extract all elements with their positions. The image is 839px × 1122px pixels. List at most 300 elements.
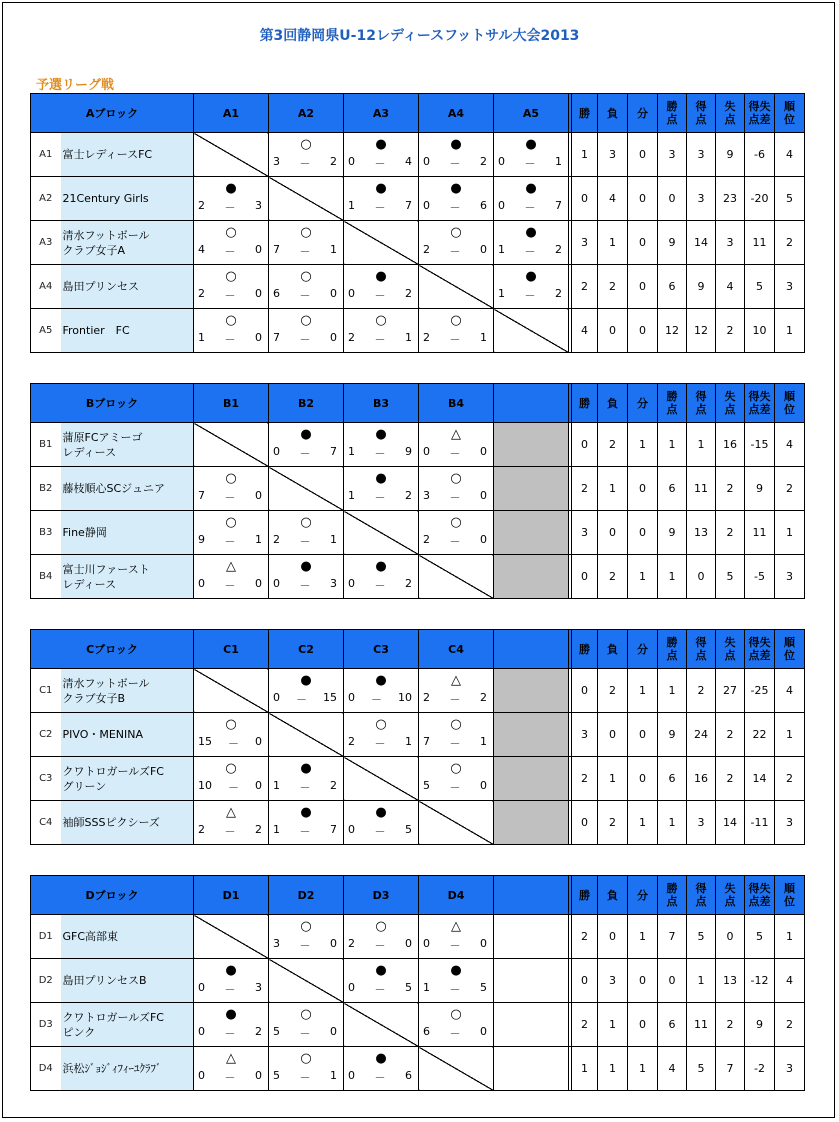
match-result-cell (344, 915, 419, 959)
stat-value: 2 (572, 467, 598, 511)
stat-value: 0 (628, 959, 658, 1003)
score-for: 1 (348, 445, 356, 458)
stat-value: 5 (745, 265, 775, 309)
table-row (31, 1047, 805, 1091)
stat-value: 11 (687, 1003, 716, 1047)
match-result-cell (344, 713, 419, 757)
score-dash: － (449, 1027, 461, 1040)
self-match-cell (419, 265, 494, 309)
stat-value: 1 (775, 915, 805, 959)
score-for: 1 (348, 489, 356, 502)
team-name-cell (61, 221, 194, 265)
team-name-cell (61, 423, 194, 467)
stat-value: 0 (716, 915, 745, 959)
score-for: 0 (273, 691, 281, 704)
stat-header: 負 (598, 630, 628, 669)
score-against: 5 (405, 823, 413, 836)
match-score (498, 287, 562, 303)
result-symbol-icon: ● (525, 225, 537, 240)
match-score (198, 287, 262, 303)
result-symbol-icon: ● (225, 963, 237, 978)
score-against: 0 (255, 735, 263, 748)
match-score (423, 199, 487, 215)
match-score (198, 577, 262, 593)
stat-value: 1 (598, 1047, 628, 1091)
result-symbol-icon: △ (226, 559, 237, 574)
match-result-cell (344, 177, 419, 221)
team-name: 清水フットボール クラブ女子B (62, 676, 150, 705)
stat-header: 失 点 (716, 384, 745, 423)
match-score (273, 331, 337, 347)
score-against: 0 (255, 243, 263, 256)
score-dash: － (374, 157, 386, 170)
score-for: 1 (498, 287, 506, 300)
match-score (273, 243, 337, 259)
score-dash: － (299, 781, 311, 794)
stat-header: 分 (628, 384, 658, 423)
team-code: D4 (31, 1047, 61, 1091)
table-row (31, 915, 805, 959)
table-row (31, 511, 805, 555)
result-symbol-icon: ● (375, 963, 387, 978)
match-result-cell (419, 511, 494, 555)
score-dash: － (449, 245, 461, 258)
self-match-cell (419, 801, 494, 845)
match-result-cell (194, 1003, 269, 1047)
match-result-cell (269, 669, 344, 713)
stat-value: 2 (598, 423, 628, 467)
stat-value: 4 (572, 309, 598, 353)
table-row (31, 959, 805, 1003)
self-match-cell (419, 1047, 494, 1091)
stat-value: 0 (628, 221, 658, 265)
result-symbol-icon: ○ (225, 515, 237, 530)
stat-value: 0 (628, 1003, 658, 1047)
stat-value: 0 (658, 959, 687, 1003)
stat-value: 2 (598, 265, 628, 309)
match-score (273, 287, 337, 303)
stat-value: 3 (775, 555, 805, 599)
match-result-cell (194, 511, 269, 555)
match-score (198, 199, 262, 215)
team-code: D3 (31, 1003, 61, 1047)
stat-value: 1 (658, 801, 687, 845)
table-row (31, 177, 805, 221)
stat-value: 2 (687, 669, 716, 713)
self-match-cell (269, 177, 344, 221)
score-dash: － (524, 289, 536, 302)
match-score (273, 155, 337, 171)
match-score (348, 287, 412, 303)
team-name-cell (61, 1047, 194, 1091)
score-for: 2 (348, 735, 356, 748)
team-name: 富士川ファースト レディース (62, 562, 150, 591)
score-dash: － (299, 289, 311, 302)
stat-value: 12 (687, 309, 716, 353)
result-symbol-icon: ○ (300, 225, 312, 240)
match-score (423, 533, 487, 549)
score-for: 0 (273, 445, 281, 458)
stat-value: 1 (628, 801, 658, 845)
stat-value: 3 (572, 713, 598, 757)
team-code: C2 (31, 713, 61, 757)
match-score (273, 445, 337, 461)
result-symbol-icon: ○ (225, 269, 237, 284)
table-row (31, 221, 805, 265)
score-dash: － (296, 693, 308, 706)
score-dash: － (224, 201, 236, 214)
team-name-cell (61, 915, 194, 959)
stat-header: 勝 (572, 384, 598, 423)
score-against: 1 (480, 331, 488, 344)
match-result-cell (344, 423, 419, 467)
match-score (273, 779, 337, 795)
score-dash: － (224, 245, 236, 258)
self-match-cell (269, 713, 344, 757)
stat-value: 2 (716, 511, 745, 555)
stat-value: 24 (687, 713, 716, 757)
self-match-cell (194, 423, 269, 467)
match-result-cell (344, 467, 419, 511)
opponent-header: A5 (494, 94, 569, 133)
opponent-header: A2 (269, 94, 344, 133)
stat-value: 3 (775, 265, 805, 309)
unused-cell (494, 423, 569, 467)
score-for: 1 (498, 243, 506, 256)
table-row (31, 757, 805, 801)
stat-header: 得失 点差 (745, 94, 775, 133)
score-for: 0 (348, 155, 356, 168)
stat-value: 0 (628, 133, 658, 177)
match-score (423, 331, 487, 347)
stat-value: 4 (598, 177, 628, 221)
score-against: 7 (330, 823, 338, 836)
match-result-cell (269, 1047, 344, 1091)
stat-value: 1 (628, 1047, 658, 1091)
stat-value: 1 (658, 669, 687, 713)
result-symbol-icon: ○ (450, 225, 462, 240)
block-name-header: Aブロック (31, 94, 194, 133)
result-symbol-icon: ○ (450, 515, 462, 530)
result-symbol-icon: ● (300, 427, 312, 442)
score-for: 6 (273, 287, 281, 300)
result-symbol-icon: ● (375, 471, 387, 486)
stat-value: 3 (598, 959, 628, 1003)
match-score (198, 735, 262, 751)
match-result-cell (344, 133, 419, 177)
match-result-cell (419, 1003, 494, 1047)
score-against: 0 (255, 577, 263, 590)
stat-value: -20 (745, 177, 775, 221)
score-dash: － (371, 693, 383, 706)
match-result-cell (194, 221, 269, 265)
score-dash: － (449, 491, 461, 504)
score-against: 1 (405, 735, 413, 748)
stat-value: 11 (687, 467, 716, 511)
score-against: 2 (555, 287, 563, 300)
match-score (348, 981, 412, 997)
stat-value: 3 (775, 1047, 805, 1091)
match-score (348, 155, 412, 171)
result-symbol-icon: ● (375, 427, 387, 442)
self-match-cell (194, 133, 269, 177)
stat-value: 2 (716, 1003, 745, 1047)
score-dash: － (299, 1071, 311, 1084)
score-dash: － (224, 1027, 236, 1040)
unused-cell (494, 511, 569, 555)
table-row (31, 309, 805, 353)
result-symbol-icon: ● (300, 805, 312, 820)
match-score (423, 937, 487, 953)
match-result-cell (419, 713, 494, 757)
stat-value: 14 (716, 801, 745, 845)
score-against: 0 (480, 243, 488, 256)
score-dash: － (228, 781, 240, 794)
result-symbol-icon: ● (375, 805, 387, 820)
stat-value: 1 (775, 309, 805, 353)
result-symbol-icon: ○ (300, 313, 312, 328)
match-result-cell (194, 757, 269, 801)
score-for: 7 (198, 489, 206, 502)
stat-value: 0 (628, 265, 658, 309)
self-match-cell (344, 221, 419, 265)
stat-header: 分 (628, 630, 658, 669)
match-score (273, 823, 337, 839)
stat-value: 0 (628, 309, 658, 353)
score-for: 0 (198, 1069, 206, 1082)
match-result-cell (194, 713, 269, 757)
match-score (273, 937, 337, 953)
match-score (273, 533, 337, 549)
score-against: 1 (330, 533, 338, 546)
stat-header: 失 点 (716, 630, 745, 669)
score-for: 0 (198, 577, 206, 590)
match-result-cell (344, 1047, 419, 1091)
score-dash: － (449, 447, 461, 460)
score-against: 6 (480, 199, 488, 212)
score-dash: － (228, 737, 240, 750)
stat-header: 負 (598, 384, 628, 423)
match-result-cell (194, 801, 269, 845)
result-symbol-icon: ● (225, 1007, 237, 1022)
opponent-header (494, 876, 569, 915)
match-score (348, 577, 412, 593)
stat-value: 5 (716, 555, 745, 599)
match-score (423, 243, 487, 259)
stat-value: 9 (716, 133, 745, 177)
score-against: 0 (480, 533, 488, 546)
stat-value: 6 (658, 467, 687, 511)
score-against: 1 (555, 155, 563, 168)
stat-value: 3 (775, 801, 805, 845)
match-score (348, 445, 412, 461)
stat-value: 5 (687, 1047, 716, 1091)
unused-cell (494, 801, 569, 845)
score-against: 3 (255, 981, 263, 994)
stat-value: 6 (658, 1003, 687, 1047)
team-code: B1 (31, 423, 61, 467)
match-result-cell (194, 467, 269, 511)
stat-value: 13 (687, 511, 716, 555)
stat-value: 2 (572, 265, 598, 309)
team-name: 島田プリンセスB (62, 974, 147, 987)
result-symbol-icon: ● (450, 963, 462, 978)
score-for: 0 (423, 937, 431, 950)
score-dash: － (374, 201, 386, 214)
stat-value: 3 (572, 511, 598, 555)
score-for: 15 (198, 735, 213, 748)
score-dash: － (374, 491, 386, 504)
score-dash: － (224, 491, 236, 504)
team-name: 浜松ｼﾞｮｼﾞｨﾌｨｰﾕｸﾗﾌﾞ (62, 1062, 162, 1075)
score-for: 0 (348, 823, 356, 836)
unused-cell (494, 959, 569, 1003)
stat-value: 1 (572, 133, 598, 177)
match-result-cell (344, 555, 419, 599)
score-against: 0 (405, 937, 413, 950)
match-score (198, 243, 262, 259)
score-for: 0 (273, 577, 281, 590)
team-name-cell (61, 801, 194, 845)
result-symbol-icon: ○ (225, 761, 237, 776)
stat-value: 13 (716, 959, 745, 1003)
stat-value: 10 (745, 309, 775, 353)
match-result-cell (269, 555, 344, 599)
block-name-header: Dブロック (31, 876, 194, 915)
result-symbol-icon: ● (300, 673, 312, 688)
team-name: 藤枝順心SCジュニア (62, 482, 165, 495)
result-symbol-icon: ● (525, 269, 537, 284)
score-dash: － (524, 157, 536, 170)
score-against: 0 (330, 937, 338, 950)
match-result-cell (194, 177, 269, 221)
section-subtitle: 予選リーグ戦 (36, 78, 115, 93)
block-name-header: Cブロック (31, 630, 194, 669)
score-against: 0 (255, 331, 263, 344)
table-row (31, 467, 805, 511)
stat-value: 1 (628, 915, 658, 959)
score-against: 7 (405, 199, 413, 212)
score-against: 2 (555, 243, 563, 256)
score-for: 0 (348, 691, 356, 704)
stat-value: 9 (658, 221, 687, 265)
result-symbol-icon: △ (451, 427, 462, 442)
self-match-cell (269, 467, 344, 511)
result-symbol-icon: ○ (375, 313, 387, 328)
score-against: 1 (330, 243, 338, 256)
team-name: 清水フットボール クラブ女子A (62, 228, 150, 257)
score-against: 2 (330, 155, 338, 168)
match-result-cell (494, 221, 569, 265)
page-title: 第3回静岡県U-12レディースフットサル大会2013 (259, 28, 580, 44)
match-score (423, 445, 487, 461)
score-for: 2 (423, 243, 431, 256)
block-name-header: Bブロック (31, 384, 194, 423)
match-score (348, 937, 412, 953)
stat-value: 3 (716, 221, 745, 265)
score-for: 6 (423, 1025, 431, 1038)
stat-value: -6 (745, 133, 775, 177)
match-score (498, 155, 562, 171)
team-code: A4 (31, 265, 61, 309)
opponent-header: C4 (419, 630, 494, 669)
score-for: 7 (273, 243, 281, 256)
score-for: 0 (198, 1025, 206, 1038)
score-against: 0 (255, 779, 263, 792)
stat-value: 1 (687, 423, 716, 467)
stat-value: 9 (745, 1003, 775, 1047)
score-against: 1 (480, 735, 488, 748)
team-code: B4 (31, 555, 61, 599)
block-0 (30, 93, 805, 353)
table-row (31, 713, 805, 757)
opponent-header: A3 (344, 94, 419, 133)
unused-cell (494, 467, 569, 511)
result-symbol-icon: ○ (450, 761, 462, 776)
match-result-cell (494, 265, 569, 309)
match-score (198, 1025, 262, 1041)
score-for: 2 (423, 533, 431, 546)
match-result-cell (269, 423, 344, 467)
result-symbol-icon: ○ (375, 717, 387, 732)
opponent-header (494, 630, 569, 669)
stat-value: 3 (687, 177, 716, 221)
stat-header: 勝 点 (658, 94, 687, 133)
score-for: 0 (423, 199, 431, 212)
stat-value: 9 (687, 265, 716, 309)
stat-value: 2 (572, 1003, 598, 1047)
result-symbol-icon: ● (375, 1051, 387, 1066)
team-name: クワトロガールズFC ピンク (62, 1010, 164, 1039)
score-against: 10 (398, 691, 413, 704)
score-dash: － (299, 579, 311, 592)
score-dash: － (374, 333, 386, 346)
score-dash: － (374, 737, 386, 750)
stat-value: 2 (598, 555, 628, 599)
stat-header: 得失 点差 (745, 630, 775, 669)
opponent-header: A4 (419, 94, 494, 133)
score-for: 1 (273, 779, 281, 792)
score-dash: － (374, 1071, 386, 1084)
self-match-cell (194, 669, 269, 713)
match-score (273, 691, 337, 707)
team-name: Fine静岡 (62, 526, 107, 539)
unused-cell (494, 915, 569, 959)
stat-value: 2 (775, 467, 805, 511)
score-against: 7 (330, 445, 338, 458)
stat-value: 4 (775, 959, 805, 1003)
match-score (198, 779, 262, 795)
self-match-cell (194, 915, 269, 959)
score-against: 0 (480, 445, 488, 458)
stat-header: 勝 点 (658, 384, 687, 423)
match-result-cell (269, 133, 344, 177)
result-symbol-icon: ● (525, 181, 537, 196)
score-for: 1 (423, 981, 431, 994)
score-dash: － (299, 333, 311, 346)
score-dash: － (449, 157, 461, 170)
match-score (348, 823, 412, 839)
score-against: 2 (255, 1025, 263, 1038)
self-match-cell (419, 555, 494, 599)
match-result-cell (494, 177, 569, 221)
stat-header: 分 (628, 876, 658, 915)
match-result-cell (269, 801, 344, 845)
result-symbol-icon: ○ (300, 919, 312, 934)
score-against: 7 (555, 199, 563, 212)
stat-value: 0 (598, 915, 628, 959)
stat-value: 1 (628, 555, 658, 599)
